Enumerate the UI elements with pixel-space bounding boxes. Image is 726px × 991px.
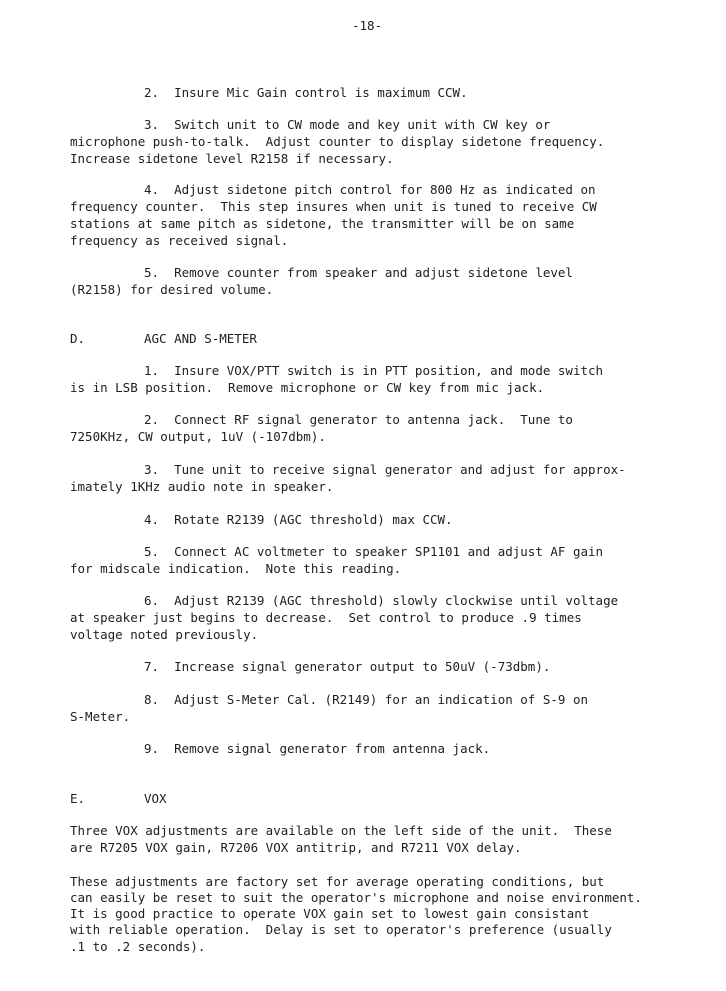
d-step-2-line-1: 2. Connect RF signal generator to antenna jack. Tune to (144, 412, 573, 427)
step-3-line-3: Increase sidetone level R2158 if necessary. (70, 151, 394, 166)
d-step-1-line-2: is in LSB position. Remove microphone or CW key from mic jack. (70, 380, 545, 395)
section-d-letter: D. (70, 331, 86, 346)
d-step-9-line-1: 9. Remove signal generator from antenna jack. (144, 741, 491, 756)
d-step-5-line-2: for midscale indication. Note this reading. (70, 561, 402, 576)
section-e-title: VOX (144, 791, 167, 806)
step-4-line-1: 4. Adjust sidetone pitch control for 800 Hz as indicated on (144, 182, 596, 197)
step-5-line-2: (R2158) for desired volume. (70, 282, 274, 297)
d-step-7-line-1: 7. Increase signal generator output to 50uV (-73dbm). (144, 659, 551, 674)
e-para-1-line-2: are R7205 VOX gain, R7206 VOX antitrip, and R7211 VOX delay. (70, 840, 522, 855)
e-para-1-line-1: Three VOX adjustments are available on the left side of the unit. These (70, 823, 612, 838)
step-4-line-4: frequency as received signal. (70, 233, 289, 248)
d-step-5-line-1: 5. Connect AC voltmeter to speaker SP1101 and adjust AF gain (144, 544, 604, 559)
step-2-line-1: 2. Insure Mic Gain control is maximum CCW. (144, 85, 468, 100)
e-para-2-line-1: These adjustments are factory set for average operating conditions, but (70, 874, 605, 889)
page-number: -18- (352, 18, 383, 33)
d-step-6-line-3: voltage noted previously. (70, 627, 259, 642)
e-para-2-line-2: can easily be reset to suit the operator's microphone and noise environment. (70, 890, 642, 905)
d-step-1-line-1: 1. Insure VOX/PTT switch is in PTT position, and mode switch (144, 363, 604, 378)
section-d-title: AGC AND S-METER (144, 331, 257, 346)
step-4-line-3: stations at same pitch as sidetone, the transmitter will be on same (70, 216, 575, 231)
d-step-2-line-2: 7250KHz, CW output, 1uV (-107dbm). (70, 429, 326, 444)
d-step-6-line-2: at speaker just begins to decrease. Set control to produce .9 times (70, 610, 582, 625)
d-step-8-line-2: S-Meter. (70, 709, 131, 724)
e-para-2-line-4: with reliable operation. Delay is set to operator's preference (usually (70, 922, 612, 937)
d-step-6-line-1: 6. Adjust R2139 (AGC threshold) slowly clockwise until voltage (144, 593, 619, 608)
step-5-line-1: 5. Remove counter from speaker and adjust sidetone level (144, 265, 573, 280)
d-step-3-line-1: 3. Tune unit to receive signal generator and adjust for approx- (144, 462, 626, 477)
e-para-2-line-3: It is good practice to operate VOX gain set to lowest gain consistant (70, 906, 590, 921)
e-para-2-line-5: .1 to .2 seconds). (70, 939, 206, 954)
d-step-8-line-1: 8. Adjust S-Meter Cal. (R2149) for an indication of S-9 on (144, 692, 589, 707)
step-3-line-1: 3. Switch unit to CW mode and key unit with CW key or (144, 117, 551, 132)
step-4-line-2: frequency counter. This step insures when unit is tuned to receive CW (70, 199, 597, 214)
step-3-line-2: microphone push-to-talk. Adjust counter to display sidetone frequency. (70, 134, 605, 149)
d-step-3-line-2: imately 1KHz audio note in speaker. (70, 479, 334, 494)
section-e-letter: E. (70, 791, 86, 806)
d-step-4-line-1: 4. Rotate R2139 (AGC threshold) max CCW. (144, 512, 453, 527)
